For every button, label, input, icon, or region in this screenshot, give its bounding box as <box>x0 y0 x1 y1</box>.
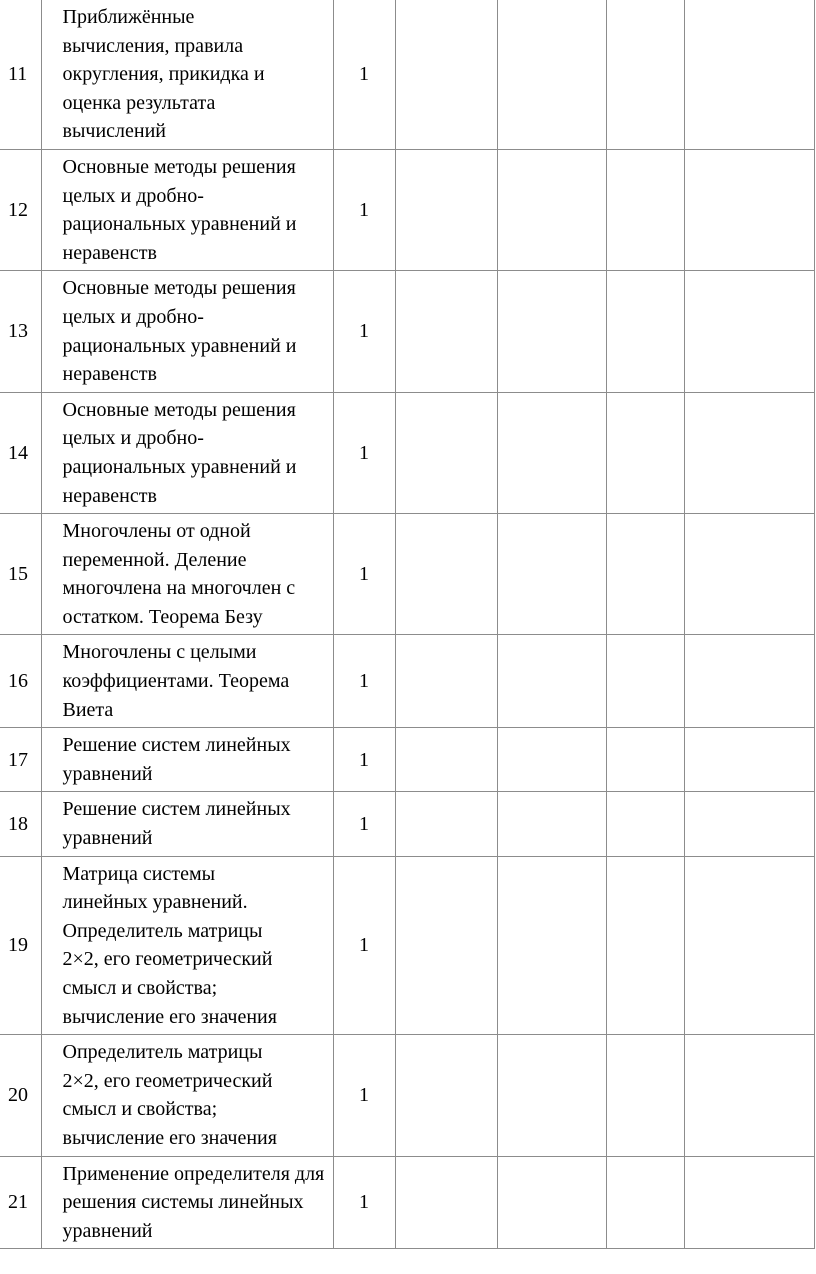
empty-cell <box>395 728 497 792</box>
lesson-hours: 1 <box>333 856 395 1035</box>
lesson-number: 20 <box>0 1035 41 1156</box>
empty-cell <box>606 271 684 392</box>
empty-cell <box>684 271 814 392</box>
table-row <box>0 149 814 270</box>
lesson-number: 13 <box>0 271 41 392</box>
empty-cell <box>497 792 606 856</box>
lesson-number: 21 <box>0 1156 41 1249</box>
empty-cell <box>684 1156 814 1249</box>
lesson-hours: 1 <box>333 728 395 792</box>
lesson-topic-text: Матрица системы линейных уравнений. Определитель матрицы 2×2, его геометрический смысл и свойства; вычисление его значения <box>62 862 277 1028</box>
lesson-number: 16 <box>0 635 41 728</box>
empty-cell <box>497 514 606 635</box>
empty-cell <box>684 149 814 270</box>
empty-cell <box>606 149 684 270</box>
lesson-topic-text: Применение определителя для решения системы линейных уравнений <box>62 1162 325 1242</box>
lesson-topic <box>41 1035 333 1156</box>
table-row <box>0 1156 814 1249</box>
lesson-number: 11 <box>0 0 41 149</box>
table-row <box>0 728 814 792</box>
lesson-topic <box>41 635 333 728</box>
empty-cell <box>684 728 814 792</box>
empty-cell <box>497 635 606 728</box>
empty-cell <box>606 1035 684 1156</box>
lesson-number: 14 <box>0 392 41 513</box>
lesson-hours: 1 <box>333 392 395 513</box>
lesson-topic-text: Решение систем линейных уравнений <box>62 734 291 785</box>
lesson-number: 19 <box>0 856 41 1035</box>
table-row <box>0 514 814 635</box>
empty-cell <box>606 792 684 856</box>
empty-cell <box>497 1035 606 1156</box>
empty-cell <box>395 1156 497 1249</box>
empty-cell <box>684 514 814 635</box>
empty-cell <box>497 392 606 513</box>
lesson-hours: 1 <box>333 635 395 728</box>
table-row <box>0 1035 814 1156</box>
lesson-topic-text: Многочлены с целыми коэффициентами. Теорема Виета <box>62 641 290 721</box>
lesson-topic-text: Решение систем линейных уравнений <box>62 798 291 850</box>
lesson-topic <box>41 149 333 270</box>
empty-cell <box>684 0 814 149</box>
empty-cell <box>497 856 606 1035</box>
lesson-topic <box>41 856 333 1035</box>
lesson-number: 12 <box>0 149 41 270</box>
empty-cell <box>684 792 814 856</box>
empty-cell <box>395 635 497 728</box>
empty-cell <box>395 392 497 513</box>
lesson-number: 17 <box>0 728 41 792</box>
empty-cell <box>606 0 684 149</box>
lesson-topic-text: Основные методы решения целых и дробно-рациональных уравнений и неравенств <box>62 277 297 386</box>
empty-cell <box>395 0 497 149</box>
empty-cell <box>606 728 684 792</box>
empty-cell <box>497 0 606 149</box>
empty-cell <box>497 271 606 392</box>
empty-cell <box>395 1035 497 1156</box>
lesson-topic <box>41 392 333 513</box>
lesson-topic <box>41 514 333 635</box>
lesson-hours: 1 <box>333 0 395 149</box>
empty-cell <box>684 392 814 513</box>
empty-cell <box>606 1156 684 1249</box>
empty-cell <box>395 792 497 856</box>
lesson-hours: 1 <box>333 1156 395 1249</box>
lesson-hours: 1 <box>333 792 395 856</box>
empty-cell <box>684 1035 814 1156</box>
empty-cell <box>684 856 814 1035</box>
lesson-topic <box>41 728 333 792</box>
table-row <box>0 792 814 856</box>
lesson-hours: 1 <box>333 1035 395 1156</box>
empty-cell <box>395 856 497 1035</box>
lesson-topic <box>41 792 333 856</box>
empty-cell <box>395 271 497 392</box>
table-row <box>0 392 814 513</box>
empty-cell <box>606 856 684 1035</box>
empty-cell <box>606 392 684 513</box>
empty-cell <box>606 635 684 728</box>
empty-cell <box>497 1156 606 1249</box>
empty-cell <box>606 514 684 635</box>
empty-cell <box>497 149 606 270</box>
table-row <box>0 635 814 728</box>
table-row <box>0 271 814 392</box>
lesson-topic-text: Многочлены от одной переменной. Деление многочлена на многочлен с остатком. Теорема Безу <box>62 520 296 628</box>
lesson-hours: 1 <box>333 271 395 392</box>
lesson-number: 15 <box>0 514 41 635</box>
lesson-topic <box>41 271 333 392</box>
lesson-hours: 1 <box>333 514 395 635</box>
lesson-topic-text: Определитель матрицы 2×2, его геометрический смысл и свойства; вычисление его значения <box>62 1041 277 1149</box>
lesson-number: 18 <box>0 792 41 856</box>
lesson-topic <box>41 0 333 149</box>
lesson-topic <box>41 1156 333 1249</box>
empty-cell <box>497 728 606 792</box>
lesson-topic-text: Основные методы решения целых и дробно-рациональных уравнений и неравенств <box>62 155 297 264</box>
table-row <box>0 0 814 149</box>
lesson-hours: 1 <box>333 149 395 270</box>
empty-cell <box>395 149 497 270</box>
empty-cell <box>684 635 814 728</box>
lesson-topic-text: Основные методы решения целых и дробно-рациональных уравнений и неравенств <box>62 398 297 507</box>
empty-cell <box>395 514 497 635</box>
table-row <box>0 856 814 1035</box>
lesson-topic-text: Приближённые вычисления, правила округления, прикидка и оценка результата вычислений <box>62 6 265 143</box>
